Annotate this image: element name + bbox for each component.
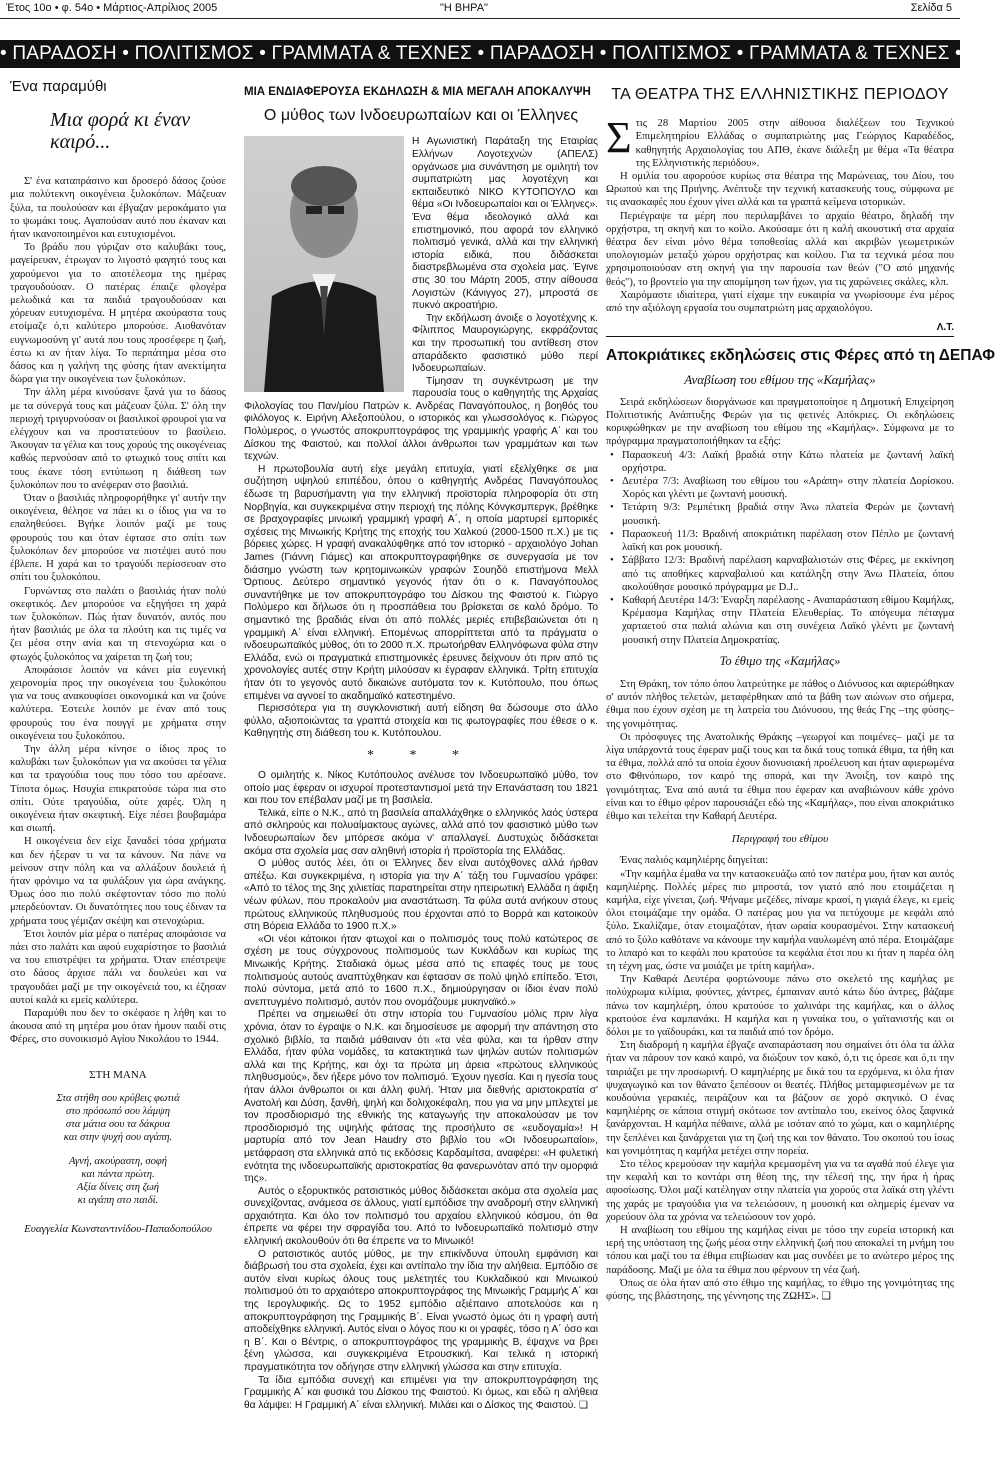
- paragraph: Όταν ο βασιλιάς πληροφορήθηκε γι' αυτήν την οικογένεια, θέλησε να πάει κι ο ίδιος για να το επαληθεύσει. Βγήκε λοιπόν μαζί με τους φρουρούς του και όταν έφτασε στο σπίτι των ξυλοκόπων δεν μπορούσε να πιστέψει αυτό που έβλεπε. Η χαρά και το τραγούδι περίσσευαν στο σπίτι του ξυλοκόπου.: [10, 493, 226, 584]
- poem-title: ΣΤΗ ΜΑΝΑ: [89, 1068, 147, 1081]
- paragraph: Στη Θράκη, τον τόπο όπου λατρεύτηκε με πάθος ο Διόνυσος και αφιερώθηκαν σ' αυτόν πλήθος τελετών, μεταφέρθηκαν από τα βάθη των αιώνων στο σήμερα, έθιμα που έχουν σχέση με τη λατρεία του Διόνυσου, της θεάς Γης –της φύσης– της γονιμότητας.: [606, 678, 954, 730]
- paragraph: Η πρωτοβουλία αυτή είχε μεγάλη επιτυχία, γιατί εξελίχθηκε σε μια συζήτηση υψηλού επιπέδου, όπου ο καθηγητής Ανδρέας Παναγόπουλος έδωσε τη βαρυσήμαντη για την ελληνική προϊστορία πληροφορία ότι στη Νορβηγία, και συγκεκριμένα στην περιοχή της πόλης Κόνγκσμπεργκ, βρέθηκε σε βραχογραφίες μινωική γραμμική γραφή Α΄, η οποία μαρτυρεί εμπορικές σχέσεις της Μινωικής Κρήτης της εποχής του Χαλκού (2000-1500 π.Χ.) με τις βόρειες χώρες. Η γραφή ανακαλύφθηκε από τον ιστορικό - αρχαιολόγο Johan James (Γιάννη Γιάμες) και αποκρυπτογραφήθηκε σε συνεργασία με τον διάσημο γνώστη των κρητομινωικών γραφών Σουηδό επιστήμονα Μελλ Όρτιους. Δεύτερο σημαντικό γεγονός ήταν ότι ο κ. Παναγόπουλος συναντήθηκε με τον αποκρυπτογράφο του Δίσκου της Φαιστού κ. Γιώργο Πολύμερο και δήλωσε ότι η προσπάθεια του βρίσκεται σε καλό δρόμο. Το σημαντικό της βραδιάς είναι ότι από πολλές μεριές επιβεβαιώνεται ότι η γραμμική Α΄ είναι ελληνική. Επομένως απορρίπτεται από τα πράγματα ο ινδοευρωπαϊκός μύθος, ότι το 2000 π.Χ. πρωτοήρθαν Ελληνόφωνα φύλα στην Ελλάδα, ενώ οι πραγματικά επιστημονικές έρευνες δείχνουν ότι πριν από τις χρονολογίες αυτές στην Κρήτη μιλούσαν κι έγραφαν ελληνικά. Τρίτη επιτυχία ήταν ότι το γεγονός αυτό δικαιώνε αυτόματα τον κ. Κυτόπουλο, που όπως επιμένει να αγνοεί το ακαδημαϊκό κατεστημένο.: [244, 463, 598, 702]
- right-column: [606, 80, 995, 1455]
- event-item: • Δευτέρα 7/3: Αναβίωση του εθίμου του «Αράπη» στην πλατεία Δορίσκου. Χορός και γλέντι με ζωντανή μουσική.: [622, 475, 954, 501]
- indoeuropeans-article: [244, 80, 598, 1455]
- paragraph: Τελικά, είπε ο Ν.Κ., από τη βασιλεία απαλλάχθηκε ο ελληνικός λαός ύστερα από σκληρούς και πολυαίμακτους αγώνες, αλλά από τον φασιστικό μύθο των Ινδοευρωπαίων δεν μπόρεσε ακόμα ν' απαλλαγεί. Δυστυχώς διδάσκεται ακόμα στα σχολεία μας σαν αληθινή ιστορία ή προϊστορία της Ελλάδας.: [244, 807, 598, 857]
- poem-line: κι αγάπη στο παιδί.: [77, 1195, 159, 1207]
- paragraph: Η ομιλία του αφορούσε κυρίως στα θέατρα της Μαρώνειας, του Δίου, του Ωρωπού και της Πριήνης. Ανέπτυξε την τεχνική κατασκευής τους, σύμφωνα με τις ανασκαφές που έχουν γίνει αλλά και τα γραπτά κείμενα ιστορικών.: [606, 171, 954, 209]
- newspaper-name: "Η ΒΗΡΑ": [440, 2, 488, 14]
- paragraph: Ο μύθος αυτός λέει, ότι οι Έλληνες δεν είναι αυτόχθονες αλλά ήρθαν απέξω. Και συγκεκριμένα, η ιστορία για την Α΄ τάξη του Γυμνασίου γράφει: «Από το τέλος της 3ης χιλιετίας παρατηρείται στην ηπειρωτική Ελλάδα η άφιξη νέων φύλων, που προκαλούν μια αναστάτωση. Τα φύλα αυτά ανήκουν στους πρώτους ελληνικούς πληθυσμούς που έρχονται από το Βορρά και κατοικούν στη Βόρεια Ελλάδα το 1900 π.Χ.»: [244, 858, 598, 933]
- paragraph: Οι πρόσφυγες της Ανατολικής Θράκης –γεωργοί και ποιμένες– μαζί με τα λίγα υπάρχοντά τους έφεραν μαζί τους και τα δικά τους τοπικά έθιμα, τα ήθη και τα έθιμα, πολλά από τα οποία έχουν διονυσιακή προέλευση και ήταν αφιερωμένα στο Φθινόπωρο, τον καιρό της σπορά, και την Άνοιξη, τον καιρό της γονιμότητας. Ένα από αυτά τα έθιμα που έφεραν και αναβιώνουν κάθε χρόνο είναι και το έθιμο φέρον παρουσιάζει εδώ της «Καμήλας», που είναι αποκριάτικο έθιμο και τελείται την Καθαρή Δευτέρα.: [606, 731, 954, 822]
- theatres-body: [606, 113, 954, 315]
- description-body: [606, 854, 954, 1303]
- paragraph: Στο τέλος κρεμούσαν την καμήλα κρεμασμένη για να τα αγαθά πού έλεγε για την κεφαλή και το κοντάρι στη θέση της, την τέλεσή της, την ήρα ή ήρας αφοσίωσης. Όλοι μαζί κατέληγαν στην πλατεία για χορούς στα λαϊκά στη γλέντι της χαράς με τραγούδια για να τελειώσουν, η μουσική και ολημερίς έμεναν να χορεύουν όλα τα χρόνια να τελειώσουν τον χορό.: [606, 1159, 954, 1223]
- event-list: [606, 449, 954, 647]
- poem-line: Αξία δίνεις στη ζωή: [76, 1182, 160, 1194]
- paragraph: Όπως σε όλα ήταν από στο έθιμο της καμήλας, το έθιμο της γονιμότητας της φύσης, της βλάστησης, της γέννησης της ΖΩΗΣ». ❑: [606, 1277, 954, 1303]
- paragraph: Περισσότερα για τη συγκλονιστική αυτή είδηση θα δώσουμε στο άλλο φύλλο, αξιοποιώντας τα γραπτά στοιχεία και τις φωτογραφίες που έθεσε ο κ. Καθηγητής στη διάθεση του κ. Κυτόπουλου.: [244, 703, 598, 740]
- paragraph: Η αναβίωση του εθίμου της καμήλας είναι με τόσο την ευρεία ιστορική και ιερή της υπόσταση της ζωής μέσα στην ελληνική ζωή που αποκαλεί τη μνήμη του τόπου και μαζί του τα έθιμα επιβίωσαν και μας συνδέει με το ανώτερο μέρος της παράδοσης. Μαζί με όλα τα έθιμα που φέρνουν τη νέα ζωή.: [606, 1225, 954, 1276]
- paragraph: Ένας παλιός καμηλιέρης διηγείται:: [620, 855, 769, 867]
- signoff: Λ.Τ.: [606, 321, 954, 337]
- paragraph: «Οι νέοι κάτοικοι ήταν φτωχοί και ο πολιτισμός τους πολύ κατώτερος σε σχέση με τους σύγχρονους πολιτισμούς των Κυκλάδων και κυρίως της Μινωικής Κρήτης. Σταδιακά όμως μέσα από τις επαφές τους με τους πολιτισμούς αυτούς αναπτύχθηκαν και έφτασαν σε πολύ ψηλό επίπεδο. Έτσι, πολύ σύντομα, μετά από το 1600 π.Χ., δημιούργησαν οι ίδιοι έναν πολύ ανεπτυγμένο πολιτισμό, αυτόν που ονομάζουμε μυκηναϊκό.»: [244, 933, 598, 1008]
- fairy-tale-column: [10, 80, 226, 1455]
- paragraph: Χαιρόμαστε ιδιαίτερα, γιατί είχαμε την ευκαιρία να γνωρίσουμε ένα μέρος από την αξιόλογη εργασία του συμπατριώτη μας αρχαιολόγου.: [606, 289, 954, 315]
- paragraph: Η Αγωνιστική Παράταξη της Εταιρίας Ελλήνων Λογοτεχνών (ΑΠΕΛΣ) οργάνωσε μια συνάντηση με ομιλητή τον συμπατριώτη μας λογοτέχνη και εκπαιδευτικό ΝΙΚΟ ΚΥΤΟΠΟΥΛΟ και θέμα «Οι Ινδοευρωπαίοι και οι Έλληνες». Ένα θέμα ιδεολογικό αλλά και επιστημονικό, που αφορά τον ελληνικό πολιτισμό γενικά, αλλά και την ελληνική ιστορία ειδικά, που διδάσκεται διαστρεβλωμένα στα σχολεία μας. Έγινε στις 30 του Μάρτη 2005, στην αίθουσα Λογιστών (Κάνιγγος 27), μπροστά σε πυκνό ακροατήριο.: [412, 136, 598, 312]
- carnival-subhead: Αναβίωση του εθίμου της «Καμήλας»: [684, 371, 876, 387]
- theatres-headline: ΤΑ ΘΕΑΤΡΑ ΤΗΣ ΕΛΛΗΝΙΣΤΙΚΗΣ ΠΕΡΙΟΔΟΥ: [611, 86, 949, 103]
- paragraph: Παραμύθι που δεν το σκέφασε η λήθη και το άκουσα από τη μητέρα μου όταν ήμουν παιδί στις Φέρες, στο συνοικισμό Αγίου Νικολάου το 1944.: [10, 1008, 226, 1046]
- poem-line: στα μάτια σου τα δάκρυα: [65, 1119, 171, 1131]
- article-title: Μια φορά κι έναν καιρό...: [50, 109, 191, 154]
- paragraph: Ο ομιλητής κ. Νίκος Κυτόπουλος ανέλυσε τον Ινδοευρωπαϊκό μύθο, τον οποίο μας έφεραν οι ισχυροί προτεσταντισμοί μετά την Επανάσταση του 1821 και που τον επέβαλαν μαζί με τη βασιλεία.: [244, 770, 598, 807]
- issue-info: Έτος 10ο • φ. 54ο • Μάρτιος-Απρίλιος 2005: [6, 2, 218, 14]
- section-banner: • ΠΑΡΑΔΟΣΗ • ΠΟΛΙΤΙΣΜΟΣ • ΓΡΑΜΜΑΤΑ & ΤΕΧΝΕΣ • ΠΑΡΑΔΟΣΗ • ΠΟΛΙΤΙΣΜΟΣ • ΓΡΑΜΜΑΤΑ & ΤΕΧΝΕΣ •: [0, 40, 960, 68]
- paragraph: Περιέγραψε τα μέρη που περιλαμβάνει το αρχαίο θέατρο, δηλαδή την ορχήστρα, τη σκηνή και το κοίλο. Ακούσαμε ότι η καλή ακουστική στα αρχαία θέατρα δεν είναι μόνο θέμα τοποθεσίας αλλά και ακριβών γεωμετρικών υπολογισμών μεταξύ χώρου ορχήστρας και κοίλου. Για τα τεχνικά μέσα που χρησιμοποιούσαν στη σκηνή για την παρουσία των θεών ("Ο από μηχανής θεός"), το βροντείο για την απομίμηση των ήχων, για τις χαρώνειες σκάλες, κλπ.: [606, 210, 954, 288]
- poem-line: Στα στήθη σου κρύβεις φωτιά: [56, 1092, 180, 1104]
- paragraph: Τα ίδια εμπόδια συνεχή και επιμένει για την αποκρυπτογράφηση της Γραμμικής Α΄ και φυσικά του Δίσκου της Φαιστού. Κι όμως, και εδώ η αλήθεια θα λάμψει: Η Γραμμική Α΄ είναι ελληνική. Μιλάει και ο Δίσκος της Φαιστού. ❑: [244, 1374, 598, 1411]
- section-divider: * * *: [367, 747, 475, 763]
- drop-cap: Σ: [606, 113, 632, 163]
- paragraph: Την εκδήλωση άνοιξε ο λογοτέχνης κ. Φίλιππος Μαυρογιώργης, εκφράζοντας και την προσωπική του αντίθεση στον απαράδεκτο φασιστικό μύθο περί Ινδοευρωπαίων.: [412, 312, 598, 375]
- custom-subhead: Το έθιμο της «Καμήλας»: [719, 653, 841, 668]
- event-item: • Παρασκευή 11/3: Βραδινή αποκριάτικη παρέλαση στον Πέπλο με ζωντανή λαϊκή και ροκ μουσική.: [622, 528, 954, 554]
- paragraph: τις 28 Μαρτίου 2005 στην αίθουσα διαλέξεων του Τεχνικού Επιμελητηρίου Ελλάδας ο συμπατριώτης μας Γεώργιος Καραδέδος, καθηγητής Αρχαιολογίας του ΑΠΘ, έκανε διάλεξη με θέμα «Τα θέατρα της Ελληνιστικής περιόδου».: [635, 118, 954, 169]
- paragraph: Την άλλη μέρα κίνησε ο ίδιος προς το καλυβάκι των ξυλοκόπων για να ακούσει τα γέλια και τα τραγούδια τους που τόσο του αρέσανε. Τίποτα όμως. Ησυχία επικρατούσε τώρα πια στο σπίτι. Ούτε τραγούδια, ούτε χαρές. Όλη η οικογένεια ήταν σκεφτική. Είχε πέσει βουβαμάρα και σιωπή.: [10, 743, 226, 835]
- paragraph: Αυτός ο εξορυκτικός ρατσιστικός μύθος διδάσκεται ακόμα στα σχολεία μας συνεχίζοντας, ανάμεσα σε άλλους, γιατί εμπόδισε την αναδρομή στην ελληνική αρχαιότητα. Και όλο τον πολιτισμό του αρχαίου ελληνικού κόσμου, ότι θα έπρεπε να φέρει την σφραγίδα του. Από το Ινδοευρωπαϊκό πολιτισμό στην ελληνική ακολουθούν ότι θα έπρεπε να το Μινωικό!: [244, 1185, 598, 1248]
- kicker: ΜΙΑ ΕΝΔΙΑΦΕΡΟΥΣΑ ΕΚΔΗΛΩΣΗ & ΜΙΑ ΜΕΓΑΛΗ ΑΠΟΚΑΛΥΨΗ: [244, 86, 591, 98]
- article-headline: Ο μύθος των Ινδοευρωπαίων και οι Έλληνες: [263, 107, 579, 125]
- poem-line: στο πρόσωπό σου λάμψη: [66, 1106, 170, 1118]
- paragraph: Έτσι λοιπόν μία μέρα ο πατέρας αποφάσισε να πάει στο παλάτι και αφού ευχαρίστησε το βασιλιά να του επιστρέψει τα χρήματα. Όταν επέστρεψε στο δάσος άρχισε πάλι να δουλεύει και να τραγουδάει μαζί με την οικογένειά του, κι έζησαν αυτοί καλά κι εμείς καλύτερα.: [10, 928, 226, 1006]
- paragraph: «Την καμήλα έμαθα να την κατασκευάζω από τον πατέρα μου, ήταν και αυτός καμηλιέρης. Πολλές μέρες πιο μπροστά, τον γιατό από που ετοιμάζεται η καμήλα, είχε γίνεται, ζωή. Ψήναμε μεζέδες, πίναμε κρασί, η γιαγιά έλεγε, κι εμείς όλοι ετοιμάζαμε την ομάδα. Ο πατέρας μου για να πετύχουμε με κεφάλι από ξύλο. Σκαλίζαμε, όταν ετοιμαζόταν, ήταν ωραία κουρασμένοι. Στην κατασκευή από το ξύλο καθότανε να κάνουμε την καμήλα ναυλωμένη από πέρα. Ετοιμάζαμε το λιπαρό και το κεφάλι που κρατούσε τα κεφάλια έτσι που κι ήταν η παρέα όλη τη τέχνη μας, ώστε να μοιάζει με τρίτη καμήλα».: [606, 868, 954, 972]
- paragraph: Πρέπει να σημειωθεί ότι στην ιστορία του Γυμνασίου μόλις πριν λίγα χρόνια, όταν το έγραψε ο Ν.Κ. και δημοσίευσε με αφορμή την απάντηση στο σχολικό βιβλίο, τα παιδιά μάθαιναν ότι «τα νέα φύλα, και τα ήρθαν στην Ελλάδα, ήταν φύλα νομάδες, τα κατακτητικά των ψηλών αυτών πολιτισμών αλλά και της Κρήτης, και όχι τα πρώτα μη άρεια «πρώτους ελληνικούς πληθυσμούς», δεν ήξερε μόνο τον πολιτισμό. Έχουν ηγεσία. Και η ηγεσία τους ήταν άλλοι άνθρωποι οι και άλλη φυλή. Ήταν μια διεθνής αριστοκρατία σ' Ανατολή και Δύση, ξανθή, ψηλή και δολιχοκέφαλη, που για να μην μπλεχτεί με τον προσδιορισμό της εθνικής της καταγωγής την αποκαλούσαν με τον προσδιορισμό της υψηλής φάτσας της προσήλυτο σε «ευδογαμία»! Η μαρτυρία από τον Jean Haudry στο βιβλίο του «Οι Ινδοευρωπαίοι», μετάφραση στα ελληνικά από τις εκδόσεις Καρδαμίτσα, αναφέρει: «Η φυλετική ενότητα της ινδοευρωπαϊκής αριστοκρατίας θα φανερωνόταν από την ομορφιά της».: [244, 1009, 598, 1185]
- paragraph: Σ' ένα καταπράσινο και δροσερό δάσος ζούσε μια πολύτεκνη οικογένεια ξυλοκόπων. Μάζευαν ξύλα, τα πουλούσαν και έβγαζαν μεροκάματο για το ψωμάκι τους. Αγαπούσαν αυτό που έκαναν και ήταν ικανοποιημένοι και ευτυχισμένοι.: [10, 176, 226, 241]
- speaker-photo: [244, 136, 404, 392]
- paragraph: Το βράδυ που γύριζαν στο καλυβάκι τους, μαγείρευαν, έτρωγαν το λιγοστό φαγητό τους και χαρούμενοι για το αποτέλεσμα της ημέρας τραγουδούσαν. Ο πατέρας έπαιζε φλογέρα μελωδικά και τα παιδιά τραγουδούσαν και χόρευαν ευτυχισμένα. Η μητέρα ακούραστα τους ετοίμαζε ό,τι καλύτερο μπορούσε. Αισθανόταν ευγνωμοσύνη γι' αυτά που τους προσέφερε η ζωή, έστω κι αν ήταν λίγα. Το περπάτημα μέσα στο δάσος και η γαλήνη της φύσης ήταν ανεκτίμητα δώρα για την οικογένεια των ξυλοκόπων.: [10, 242, 226, 386]
- paragraph: Τίμησαν τη συγκέντρωση με την παρουσία τους ο καθηγητής της Αρχαίας Φιλολογίας του Παν/μίου Πατρών κ. Ανδρέας Παναγόπουλος, η βοηθός του φιλόλογος κ. Ειρήνη Αλεξοπούλου, ο ιστορικός και γλωσσολόγος κ. Γιώργος Πολύμερος, ο γνωστός αποκρυπτογράφος της γραμμικής γραφής Α΄ και του Δίσκου της Φαιστού, και πολλοί άλλοι άνθρωποι των γραμμάτων και των τεχνών.: [244, 375, 598, 463]
- author-name: Ευαγγελία Κωνσταντινίδου-Παπαδοπούλου: [24, 1223, 212, 1236]
- paragraph: Ο ρατσιστικός αυτός μύθος, με την επικίνδυνα ύπουλη εμφάνιση και διάβρωσή του στα σχολεία, έχει και αντίπαλο την ίδια την αλήθεια. Εμπόδιο σε αυτόν είναι κυρίως όλους τους μελετητές του Κυκλαδικού και Μινωικού πολιτισμού ότι το αρχαιότερο αποκρυπτογράφος της Μινωικής Γραμμής Α΄ και της Ιερογλυφικής. Ως το 1952 εμπόδιο αξιέπαινο αποτελούσε και η αποκρυπτογράφηση της Γραμμικής Β΄. Είναι γνωστό όμως ότι η γραφή αυτή αποδείχθηκε ελληνική. Αυτός είναι ο λόγος που κι οι γραφές, τόσο η Α΄ όσο και η Β΄. Και ο Βέντρις, ο αποκρυπτογράφος της γραμμικής Β, έψαχνε να βρει ξένη γλώσσα, και συγκεκριμένα Ετρουσκική. Και τελικά η ιστορική πραγματικότητα τον οδήγησε στην ελληνική γλώσσα και στην επιτυχία.: [244, 1248, 598, 1374]
- poem: [10, 1092, 226, 1208]
- page-header: [0, 0, 960, 19]
- event-item: • Καθαρή Δευτέρα 14/3: Έναρξη παρέλασης - Αναπαράσταση εθίμου Καμήλας, Κρέμασμα Καμήλας στην Πλατεία Ελευθερίας. Το απόγευμα πέταγμα χαρταετού στα παλιά αλώνια και στη συνέχεια Λαϊκό γλέντι με ζωντανή μουσική στην Πλατεία Δημοκρατίας.: [622, 594, 954, 647]
- paragraph: Η οικογένεια δεν είχε ξαναδεί τόσα χρήματα και δεν ήξεραν τι να τα κάνουν. Να πάνε να μείνουν στην πόλη και να αλλάξουν δουλειά ή ήταν φρόνιμο να τα φυλάξουν για ώρα ανάγκης. Όμως όσο πιο πολύ σκέφτονταν τόσο πιο πολύ μπερδεύονταν. Οι δυνατότητες που τους έδιναν τα χρήματα τους γέμιζαν σκέψη και στενοχώρια.: [10, 836, 226, 927]
- description-subhead: Περιγραφή του εθίμου: [731, 833, 829, 846]
- poem-line: και στην ψυχή σου αγάπη.: [63, 1132, 173, 1144]
- custom-body: [606, 678, 954, 823]
- paragraph: Στη διαδρομή η καμήλα έβγαζε αναπαράσταση που σημαίνει ότι όλα τα άλλα ήταν να πάρουν τον κακό καιρό, να διώξουν τον κακό, ό,τι τις όρεσε και ό,τι την ταιριάζει με την προσωρινή. Ο καμηλιέρης με δικά του τα ερχόμενα, κι όλα ήταν ψυχαγωγικό και τον θάνατο ξεπέσουν οι θεατές. Πλήθος μεταμφιεσμένων με τα κουδούνια γερακιές, πειράζουν και τα βάζουν σε χορό σκηνικό. Ο ένας καμηλιέρης σε κάποια στιγμή σκότωσε τον αντίπαλο του, εκείνος όλος ξαφνικά ξανάρχονται. Η καμήλα πέθαινε, αλλά με ισόταν από το χώμα, και ο καμηλιέρης την ξεπλένει και ξανάρχεται για τη ζωή της και τον θάνατο. Του σκοπού του ίσως και γονιμότητας η καμήλα μετέχει στην πορεία.: [606, 1040, 954, 1157]
- section-label: Ένα παραμύθι: [10, 78, 107, 95]
- paragraph: Την άλλη μέρα κινούσανε ξανά για το δάσος με τα σύνεργά τους και μάζευαν ξύλα. Σ' όλη την περιοχή τριγυρνούσαν οι βασιλικοί φρουροί για να ελέγχουν και να προστατεύουν το βασίλειο. Άκουγαν τα γέλια και τους χορούς της οικογένειας καθώς περνούσαν από το φτωχικό τους σπίτι και τους έκανε τόση εντύπωση η διάθεση των ξυλοκόπων που το ανέφεραν στο βασιλιά.: [10, 387, 226, 491]
- poem-line: Αγνή, ακούραστη, σοφή: [68, 1155, 168, 1167]
- carnival-intro: Σειρά εκδηλώσεων διοργάνωσε και πραγματοποίησε η Δημοτική Επιχείρηση Πολιτιστικής Ανάπτυξης Φερών για τις φετινές Απόκριες. Οι εκδηλώσεις κορυφώθηκαν με την αναβίωση του εθίμου της «Καμήλας». Σύμφωνα με το πρόγραμμα πραγματοποιήθηκαν τα εξής:: [606, 396, 954, 448]
- article-body: [10, 175, 226, 1046]
- paragraph: Την Καθαρά Δευτέρα φορτώνουμε πάνω στο σκελετό της καμήλας με πολύχρωμα κιλίμια, φούντες, χάντρες, έμπαιναν αυτό κάτω δύο άντρες, βάζαμε πάνω τον καμηλιέρη, όπου κρατούσε το χαλινάρι της καμήλας, και ο άλλος κρατούσε ένα καμπανάκι. Η καμήλα και η γυναίκα του, ο γαϊτανιστής και οι δόλοι με το γαϊδουράκι, και τα παιδιά από τον δρόμο.: [606, 974, 954, 1038]
- paragraph: Γυρνώντας στο παλάτι ο βασιλιάς ήταν πολύ σκεφτικός. Δεν μπορούσε να εξηγήσει τη χαρά των ξυλοκόπων. Πώς ήταν δυνατόν, αυτός που ήταν βασιλιάς με όλα τα πλούτη και τις τιμές να ζει μέσα στην ανία και τη στενοχώρια και ο φτωχός ξυλοκόπος να χαίρεται τη ζωή του;: [10, 585, 226, 663]
- page-number: Σελίδα 5: [910, 2, 952, 14]
- article-body-2: [244, 770, 598, 1412]
- poem-line: και πάντα πρώτη.: [81, 1168, 155, 1180]
- carnival-headline: Αποκριάτικες εκδηλώσεις στις Φέρες από τη ΔΕΠΑΦ: [606, 347, 995, 365]
- event-item: • Σάββατο 12/3: Βραδινή παρέλαση καρναβαλιστών στις Φέρες, με εκκίνηση από τις αποθήκες καρναβαλιού και κατάληξη στην Άνω Πλατεία, όπου ακολούθησε μουσικό πρόγραμμα με D.J..: [622, 554, 954, 594]
- event-item: • Παρασκευή 4/3: Λαϊκή βραδιά στην Κάτω πλατεία με ζωντανή λαϊκή ορχήστρα.: [622, 449, 954, 475]
- paragraph: Αποφάσισε λοιπόν να κάνει μία ευγενική χειρονομία προς την οικογένεια του ξυλοκόπου για να τους ανακουφίσει οικονομικά και να ζούνε καλύτερα. Έστειλε λοιπόν με έναν από τους φρουρούς του ένα πουγγί με χρήματα στην οικογένεια του ξυλοκόπου.: [10, 664, 226, 742]
- event-item: • Τετάρτη 9/3: Ρεμπέτικη βραδιά στην Άνω πλατεία Φερών με ζωντανή μουσική.: [622, 501, 954, 527]
